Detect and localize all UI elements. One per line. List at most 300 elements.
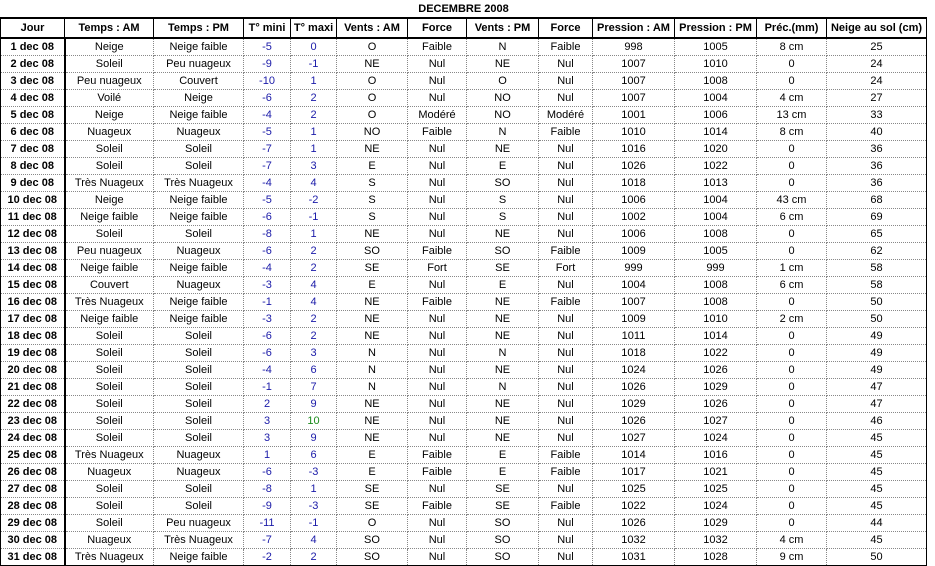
cell-pressure-pm: 1029 — [675, 515, 757, 532]
cell-snow-depth: 27 — [827, 90, 927, 107]
cell-weather-pm: Neige — [154, 90, 244, 107]
cell-precip: 0 — [757, 515, 827, 532]
cell-day: 21 dec 08 — [1, 379, 65, 396]
cell-temp-min: -10 — [244, 73, 291, 90]
column-header: Vents : PM — [467, 18, 539, 38]
cell-snow-depth: 45 — [827, 481, 927, 498]
cell-pressure-pm: 1021 — [675, 464, 757, 481]
cell-pressure-pm: 1026 — [675, 396, 757, 413]
cell-pressure-pm: 1004 — [675, 209, 757, 226]
cell-wind-pm: NE — [467, 362, 539, 379]
cell-precip: 0 — [757, 226, 827, 243]
cell-wind-am: O — [337, 107, 408, 124]
cell-force-pm: Nul — [539, 345, 593, 362]
cell-pressure-pm: 1025 — [675, 481, 757, 498]
cell-temp-max: 3 — [291, 345, 337, 362]
cell-day: 28 dec 08 — [1, 498, 65, 515]
cell-precip: 0 — [757, 328, 827, 345]
cell-pressure-am: 1025 — [593, 481, 675, 498]
cell-snow-depth: 50 — [827, 549, 927, 566]
cell-wind-pm: NE — [467, 430, 539, 447]
cell-day: 14 dec 08 — [1, 260, 65, 277]
cell-snow-depth: 36 — [827, 175, 927, 192]
cell-pressure-pm: 1020 — [675, 141, 757, 158]
table-row — [1, 277, 927, 294]
cell-wind-pm: S — [467, 192, 539, 209]
cell-force-am: Nul — [408, 413, 467, 430]
cell-precip: 0 — [757, 141, 827, 158]
cell-pressure-am: 1007 — [593, 73, 675, 90]
cell-pressure-am: 1009 — [593, 311, 675, 328]
cell-force-pm: Nul — [539, 549, 593, 566]
cell-temp-min: -6 — [244, 209, 291, 226]
cell-wind-pm: O — [467, 73, 539, 90]
cell-wind-pm: SO — [467, 549, 539, 566]
cell-wind-am: SO — [337, 532, 408, 549]
cell-temp-max: 1 — [291, 481, 337, 498]
table-title: DECEMBRE 2008 — [1, 0, 927, 18]
cell-force-am: Nul — [408, 226, 467, 243]
cell-weather-am: Soleil — [65, 328, 154, 345]
cell-force-pm: Faible — [539, 464, 593, 481]
cell-wind-am: SO — [337, 243, 408, 260]
cell-pressure-am: 1007 — [593, 294, 675, 311]
cell-day: 23 dec 08 — [1, 413, 65, 430]
cell-pressure-am: 1007 — [593, 56, 675, 73]
cell-snow-depth: 65 — [827, 226, 927, 243]
cell-day: 15 dec 08 — [1, 277, 65, 294]
cell-force-am: Nul — [408, 328, 467, 345]
table-row — [1, 396, 927, 413]
cell-weather-am: Neige faible — [65, 209, 154, 226]
cell-snow-depth: 36 — [827, 141, 927, 158]
cell-force-am: Faible — [408, 464, 467, 481]
table-row — [1, 515, 927, 532]
cell-snow-depth: 24 — [827, 73, 927, 90]
cell-wind-pm: N — [467, 345, 539, 362]
cell-wind-am: NE — [337, 311, 408, 328]
cell-temp-max: -1 — [291, 515, 337, 532]
cell-snow-depth: 45 — [827, 532, 927, 549]
cell-temp-max: 2 — [291, 90, 337, 107]
cell-precip: 43 cm — [757, 192, 827, 209]
table-row — [1, 464, 927, 481]
cell-precip: 0 — [757, 430, 827, 447]
cell-weather-pm: Peu nuageux — [154, 515, 244, 532]
cell-weather-pm: Soleil — [154, 158, 244, 175]
cell-snow-depth: 62 — [827, 243, 927, 260]
cell-temp-min: -6 — [244, 90, 291, 107]
table-row — [1, 192, 927, 209]
cell-weather-am: Soleil — [65, 158, 154, 175]
table-row — [1, 345, 927, 362]
cell-force-am: Faible — [408, 294, 467, 311]
cell-weather-pm: Couvert — [154, 73, 244, 90]
cell-temp-min: -6 — [244, 345, 291, 362]
cell-day: 31 dec 08 — [1, 549, 65, 566]
cell-weather-pm: Neige faible — [154, 294, 244, 311]
cell-force-pm: Faible — [539, 124, 593, 141]
cell-wind-pm: NO — [467, 107, 539, 124]
cell-pressure-pm: 1026 — [675, 362, 757, 379]
cell-day: 27 dec 08 — [1, 481, 65, 498]
cell-weather-am: Soleil — [65, 430, 154, 447]
cell-temp-min: -6 — [244, 328, 291, 345]
cell-wind-pm: NE — [467, 226, 539, 243]
cell-weather-pm: Peu nuageux — [154, 56, 244, 73]
cell-precip: 8 cm — [757, 124, 827, 141]
cell-precip: 6 cm — [757, 277, 827, 294]
cell-pressure-am: 1022 — [593, 498, 675, 515]
cell-weather-am: Soleil — [65, 141, 154, 158]
cell-temp-min: -6 — [244, 243, 291, 260]
cell-temp-min: -4 — [244, 362, 291, 379]
table-row — [1, 549, 927, 566]
cell-pressure-am: 1016 — [593, 141, 675, 158]
cell-snow-depth: 25 — [827, 38, 927, 56]
cell-wind-pm: NE — [467, 56, 539, 73]
cell-pressure-pm: 1013 — [675, 175, 757, 192]
cell-temp-min: -5 — [244, 38, 291, 56]
cell-pressure-am: 1011 — [593, 328, 675, 345]
cell-wind-pm: SO — [467, 243, 539, 260]
cell-precip: 0 — [757, 413, 827, 430]
cell-pressure-am: 1026 — [593, 413, 675, 430]
table-row — [1, 243, 927, 260]
cell-pressure-pm: 1027 — [675, 413, 757, 430]
cell-day: 10 dec 08 — [1, 192, 65, 209]
cell-force-am: Nul — [408, 73, 467, 90]
cell-temp-max: 2 — [291, 311, 337, 328]
cell-weather-pm: Soleil — [154, 328, 244, 345]
table-row — [1, 141, 927, 158]
cell-temp-min: -1 — [244, 379, 291, 396]
cell-weather-am: Nuageux — [65, 532, 154, 549]
cell-wind-pm: SE — [467, 498, 539, 515]
cell-pressure-pm: 1022 — [675, 345, 757, 362]
cell-wind-am: NE — [337, 56, 408, 73]
cell-precip: 0 — [757, 158, 827, 175]
table-row — [1, 532, 927, 549]
column-header: Temps : AM — [65, 18, 154, 38]
cell-wind-pm: E — [467, 158, 539, 175]
cell-force-am: Nul — [408, 515, 467, 532]
table-row — [1, 124, 927, 141]
table-row — [1, 413, 927, 430]
table-row — [1, 107, 927, 124]
cell-pressure-pm: 1004 — [675, 192, 757, 209]
cell-weather-pm: Neige faible — [154, 209, 244, 226]
cell-wind-am: N — [337, 345, 408, 362]
column-header: Jour — [1, 18, 65, 38]
cell-force-pm: Nul — [539, 90, 593, 107]
cell-temp-min: -6 — [244, 464, 291, 481]
cell-wind-pm: SO — [467, 175, 539, 192]
cell-force-pm: Nul — [539, 430, 593, 447]
cell-temp-max: 6 — [291, 447, 337, 464]
cell-snow-depth: 69 — [827, 209, 927, 226]
cell-precip: 4 cm — [757, 90, 827, 107]
cell-weather-am: Très Nuageux — [65, 175, 154, 192]
cell-temp-min: -8 — [244, 226, 291, 243]
cell-weather-am: Soleil — [65, 56, 154, 73]
cell-pressure-am: 1026 — [593, 515, 675, 532]
cell-weather-am: Très Nuageux — [65, 549, 154, 566]
cell-force-pm: Nul — [539, 515, 593, 532]
cell-day: 11 dec 08 — [1, 209, 65, 226]
cell-precip: 2 cm — [757, 311, 827, 328]
cell-force-am: Nul — [408, 430, 467, 447]
cell-day: 22 dec 08 — [1, 396, 65, 413]
cell-precip: 0 — [757, 362, 827, 379]
cell-pressure-am: 1018 — [593, 175, 675, 192]
table-row — [1, 260, 927, 277]
cell-temp-min: 1 — [244, 447, 291, 464]
cell-snow-depth: 58 — [827, 260, 927, 277]
cell-force-pm: Nul — [539, 226, 593, 243]
table-row — [1, 328, 927, 345]
cell-force-pm: Nul — [539, 56, 593, 73]
cell-snow-depth: 58 — [827, 277, 927, 294]
cell-force-am: Faible — [408, 124, 467, 141]
cell-precip: 13 cm — [757, 107, 827, 124]
cell-weather-pm: Nuageux — [154, 277, 244, 294]
cell-temp-min: -3 — [244, 277, 291, 294]
table-row — [1, 73, 927, 90]
column-header: T° maxi — [291, 18, 337, 38]
cell-force-pm: Faible — [539, 498, 593, 515]
cell-temp-min: 3 — [244, 413, 291, 430]
cell-weather-am: Neige — [65, 192, 154, 209]
cell-day: 20 dec 08 — [1, 362, 65, 379]
cell-weather-am: Soleil — [65, 379, 154, 396]
cell-weather-pm: Neige faible — [154, 311, 244, 328]
cell-force-am: Nul — [408, 90, 467, 107]
cell-temp-min: -8 — [244, 481, 291, 498]
cell-force-pm: Nul — [539, 209, 593, 226]
cell-day: 17 dec 08 — [1, 311, 65, 328]
cell-weather-am: Soleil — [65, 413, 154, 430]
cell-weather-am: Nuageux — [65, 124, 154, 141]
cell-wind-pm: N — [467, 379, 539, 396]
cell-force-pm: Nul — [539, 379, 593, 396]
column-header: Force — [408, 18, 467, 38]
cell-precip: 0 — [757, 73, 827, 90]
column-header: Pression : PM — [675, 18, 757, 38]
cell-wind-am: E — [337, 158, 408, 175]
cell-day: 4 dec 08 — [1, 90, 65, 107]
cell-pressure-am: 1002 — [593, 209, 675, 226]
cell-snow-depth: 33 — [827, 107, 927, 124]
cell-day: 13 dec 08 — [1, 243, 65, 260]
cell-weather-am: Neige faible — [65, 260, 154, 277]
cell-force-am: Faible — [408, 38, 467, 56]
table-row — [1, 158, 927, 175]
cell-pressure-am: 1010 — [593, 124, 675, 141]
cell-temp-max: -1 — [291, 56, 337, 73]
table-row — [1, 294, 927, 311]
cell-weather-pm: Nuageux — [154, 464, 244, 481]
cell-pressure-am: 1009 — [593, 243, 675, 260]
cell-temp-min: -7 — [244, 532, 291, 549]
cell-wind-am: NO — [337, 124, 408, 141]
cell-wind-am: NE — [337, 396, 408, 413]
cell-temp-min: -5 — [244, 192, 291, 209]
cell-weather-am: Soleil — [65, 396, 154, 413]
cell-wind-am: O — [337, 38, 408, 56]
column-header: Préc.(mm) — [757, 18, 827, 38]
header-row — [1, 18, 927, 38]
cell-temp-max: 1 — [291, 226, 337, 243]
cell-day: 6 dec 08 — [1, 124, 65, 141]
cell-snow-depth: 49 — [827, 328, 927, 345]
cell-pressure-pm: 1005 — [675, 38, 757, 56]
cell-wind-am: E — [337, 464, 408, 481]
cell-wind-am: E — [337, 447, 408, 464]
cell-wind-pm: NE — [467, 328, 539, 345]
cell-temp-max: 2 — [291, 243, 337, 260]
cell-snow-depth: 49 — [827, 362, 927, 379]
cell-force-pm: Modéré — [539, 107, 593, 124]
cell-pressure-pm: 1006 — [675, 107, 757, 124]
cell-force-am: Fort — [408, 260, 467, 277]
cell-temp-max: 2 — [291, 107, 337, 124]
cell-pressure-pm: 1024 — [675, 430, 757, 447]
cell-day: 3 dec 08 — [1, 73, 65, 90]
cell-wind-am: NE — [337, 141, 408, 158]
cell-temp-max: 0 — [291, 38, 337, 56]
cell-force-am: Faible — [408, 447, 467, 464]
cell-temp-max: 3 — [291, 158, 337, 175]
cell-snow-depth: 47 — [827, 396, 927, 413]
cell-force-pm: Nul — [539, 311, 593, 328]
cell-precip: 0 — [757, 498, 827, 515]
cell-force-pm: Nul — [539, 328, 593, 345]
cell-snow-depth: 45 — [827, 464, 927, 481]
table-row — [1, 226, 927, 243]
table-row — [1, 90, 927, 107]
cell-wind-pm: SO — [467, 532, 539, 549]
cell-pressure-pm: 1014 — [675, 328, 757, 345]
cell-force-am: Nul — [408, 345, 467, 362]
column-header: T° mini — [244, 18, 291, 38]
cell-wind-am: O — [337, 73, 408, 90]
cell-precip: 0 — [757, 345, 827, 362]
cell-force-pm: Faible — [539, 38, 593, 56]
cell-wind-am: NE — [337, 226, 408, 243]
cell-temp-min: -11 — [244, 515, 291, 532]
cell-force-am: Nul — [408, 311, 467, 328]
cell-weather-am: Peu nuageux — [65, 73, 154, 90]
cell-temp-max: 6 — [291, 362, 337, 379]
cell-wind-pm: S — [467, 209, 539, 226]
cell-temp-min: -9 — [244, 498, 291, 515]
cell-precip: 0 — [757, 243, 827, 260]
cell-weather-am: Soleil — [65, 345, 154, 362]
cell-temp-max: -3 — [291, 498, 337, 515]
cell-weather-pm: Soleil — [154, 396, 244, 413]
cell-pressure-am: 1031 — [593, 549, 675, 566]
table-body — [1, 38, 927, 566]
table-row — [1, 38, 927, 56]
table-row — [1, 481, 927, 498]
cell-weather-pm: Soleil — [154, 413, 244, 430]
column-header: Neige au sol (cm) — [827, 18, 927, 38]
cell-weather-pm: Soleil — [154, 481, 244, 498]
cell-wind-am: NE — [337, 413, 408, 430]
cell-force-pm: Nul — [539, 175, 593, 192]
cell-weather-am: Neige faible — [65, 311, 154, 328]
table-row — [1, 56, 927, 73]
cell-force-am: Faible — [408, 243, 467, 260]
cell-weather-am: Neige — [65, 107, 154, 124]
cell-temp-max: 2 — [291, 328, 337, 345]
column-header: Vents : AM — [337, 18, 408, 38]
cell-pressure-am: 1001 — [593, 107, 675, 124]
cell-precip: 4 cm — [757, 532, 827, 549]
cell-precip: 0 — [757, 464, 827, 481]
cell-pressure-am: 1007 — [593, 90, 675, 107]
cell-wind-am: NE — [337, 328, 408, 345]
cell-pressure-pm: 1022 — [675, 158, 757, 175]
cell-weather-pm: Soleil — [154, 498, 244, 515]
cell-wind-pm: E — [467, 277, 539, 294]
cell-day: 30 dec 08 — [1, 532, 65, 549]
cell-force-am: Nul — [408, 141, 467, 158]
cell-weather-am: Très Nuageux — [65, 447, 154, 464]
cell-day: 24 dec 08 — [1, 430, 65, 447]
cell-force-am: Nul — [408, 175, 467, 192]
cell-force-am: Nul — [408, 396, 467, 413]
cell-weather-pm: Neige faible — [154, 107, 244, 124]
cell-pressure-am: 1026 — [593, 158, 675, 175]
cell-wind-am: E — [337, 277, 408, 294]
cell-force-pm: Nul — [539, 362, 593, 379]
cell-force-am: Nul — [408, 192, 467, 209]
cell-force-am: Faible — [408, 498, 467, 515]
column-header: Temps : PM — [154, 18, 244, 38]
cell-snow-depth: 46 — [827, 413, 927, 430]
cell-snow-depth: 50 — [827, 311, 927, 328]
cell-temp-max: -2 — [291, 192, 337, 209]
cell-day: 16 dec 08 — [1, 294, 65, 311]
cell-wind-pm: SE — [467, 481, 539, 498]
cell-force-pm: Nul — [539, 141, 593, 158]
cell-temp-max: 2 — [291, 549, 337, 566]
cell-weather-pm: Nuageux — [154, 124, 244, 141]
cell-force-pm: Nul — [539, 192, 593, 209]
cell-precip: 0 — [757, 379, 827, 396]
cell-snow-depth: 45 — [827, 498, 927, 515]
cell-pressure-pm: 1014 — [675, 124, 757, 141]
cell-temp-max: 1 — [291, 141, 337, 158]
cell-day: 18 dec 08 — [1, 328, 65, 345]
cell-weather-pm: Nuageux — [154, 447, 244, 464]
cell-pressure-am: 1027 — [593, 430, 675, 447]
cell-wind-pm: NE — [467, 396, 539, 413]
cell-weather-am: Peu nuageux — [65, 243, 154, 260]
cell-temp-max: 1 — [291, 124, 337, 141]
cell-force-am: Nul — [408, 549, 467, 566]
cell-pressure-pm: 1008 — [675, 226, 757, 243]
cell-temp-min: -9 — [244, 56, 291, 73]
cell-pressure-pm: 1024 — [675, 498, 757, 515]
cell-weather-am: Soleil — [65, 226, 154, 243]
cell-wind-am: NE — [337, 294, 408, 311]
cell-day: 8 dec 08 — [1, 158, 65, 175]
cell-precip: 8 cm — [757, 38, 827, 56]
cell-temp-min: -7 — [244, 141, 291, 158]
